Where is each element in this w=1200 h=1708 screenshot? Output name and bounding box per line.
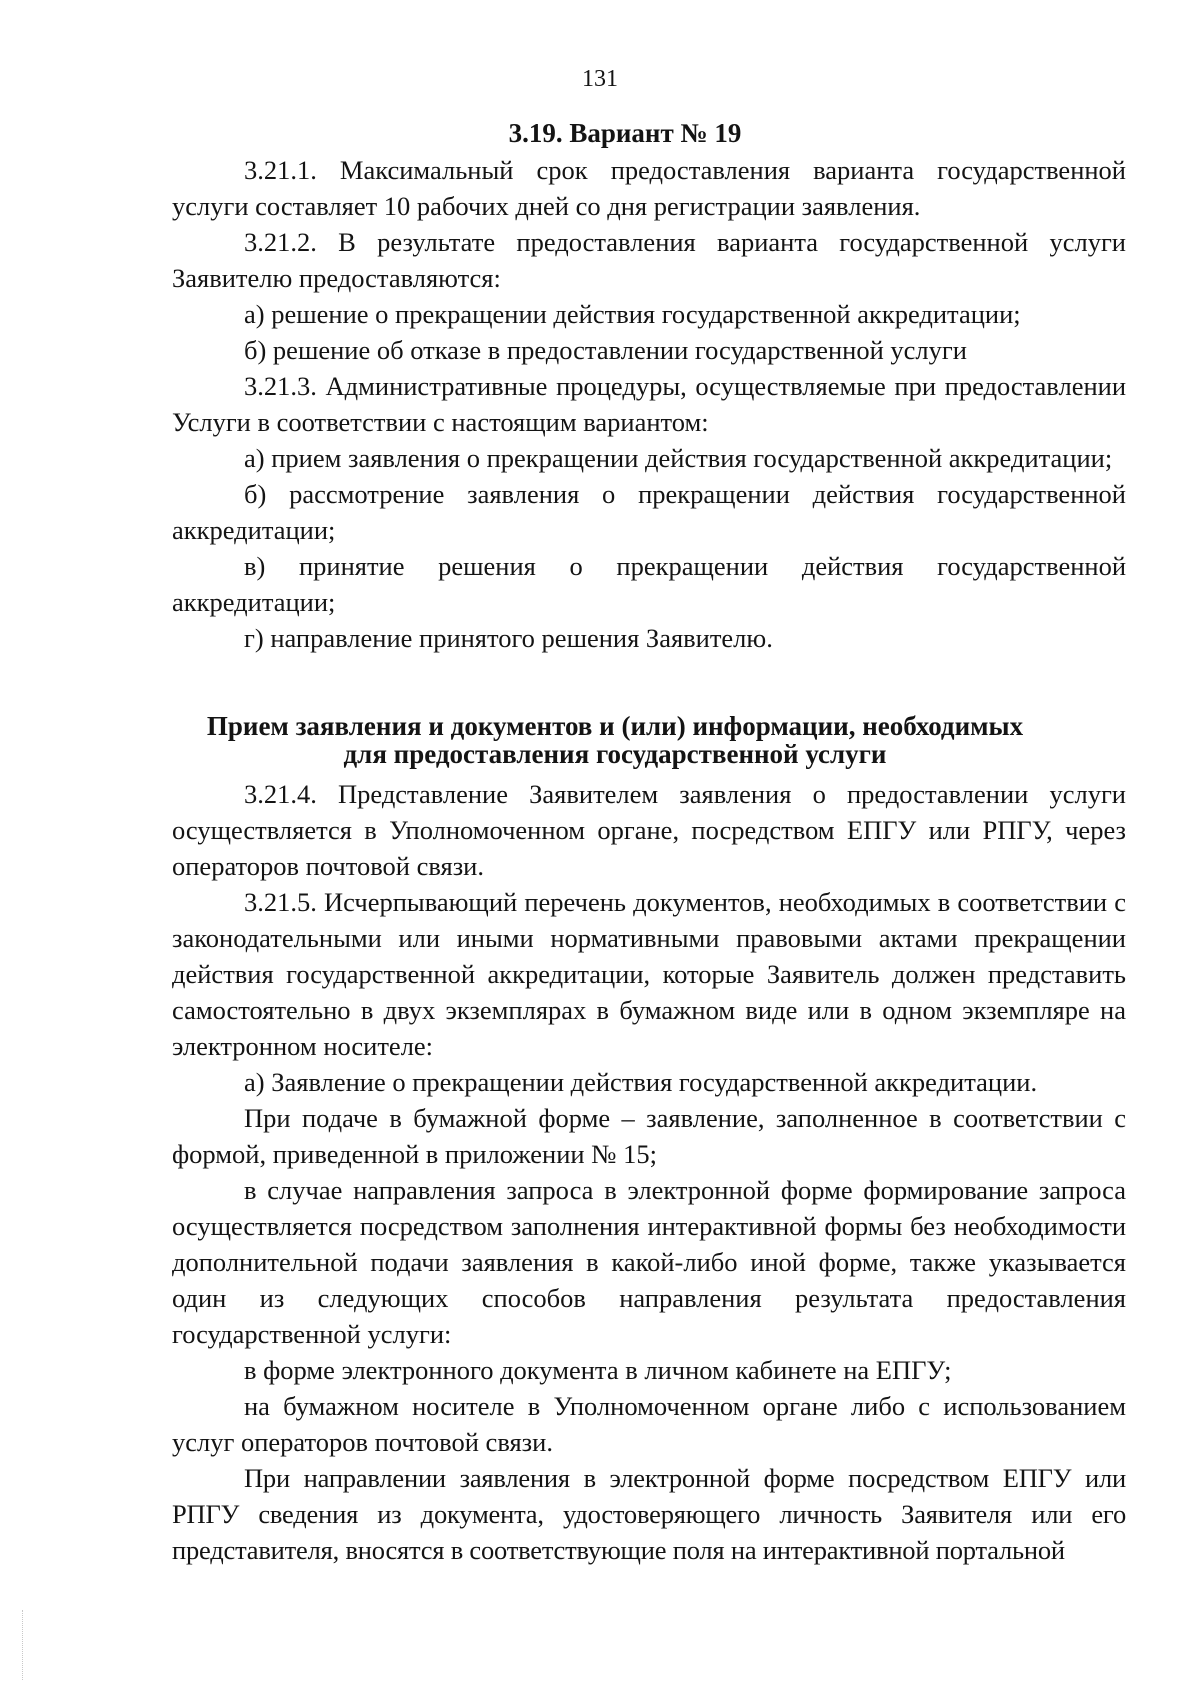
delivery-option-electronic: в форме электронного документа в личном кабинете на ЕПГУ; <box>244 1355 952 1385</box>
procedure-item-d: г) направление принятого решения Заявителю. <box>244 623 773 653</box>
section-heading-line-2: для предоставления государственной услуги <box>343 739 887 769</box>
paragraph-3-21-1: 3.21.1. Максимальный срок предоставления варианта государственной услуги составляет 10 рабочих дней со дня регистрации заявления. <box>172 155 1126 221</box>
electronic-form-paragraph: в случае направления запроса в электронной форме формирование запроса осуществляется посредством заполнения интерактивной формы без необходимости дополнительной подачи заявления в какой-либо иной форме, также указывается один из следующих способов направления результата предоставления государственной услуги: <box>172 1175 1126 1349</box>
procedure-item-a: а) прием заявления о прекращении действия государственной аккредитации; <box>244 443 1113 473</box>
paragraph-3-21-2: 3.21.2. В результате предоставления варианта государственной услуги Заявителю предоставляются: <box>172 227 1126 293</box>
electronic-submission-paragraph: При направлении заявления в электронной форме посредством ЕПГУ или РПГУ сведения из документа, удостоверяющего личность Заявителя или его представителя, вносятся в соответствующие поля на интерактивной портальной <box>172 1463 1126 1565</box>
paragraph-3-21-5: 3.21.5. Исчерпывающий перечень документов, необходимых в соответствии с законодательными или иными нормативными правовыми актами прекращении действия государственной аккредитации, которые Заявитель должен представить самостоятельно в двух экземплярах в бумажном виде или в одном экземпляре на электронном носителе: <box>172 887 1126 1061</box>
paragraph-3-21-3: 3.21.3. Административные процедуры, осуществляемые при предоставлении Услуги в соответствии с настоящим вариантом: <box>172 371 1126 437</box>
result-item-b: б) решение об отказе в предоставлении государственной услуги <box>244 335 967 365</box>
section-heading <box>0 712 1200 768</box>
page-number: 131 <box>582 66 618 92</box>
procedure-item-b: б) рассмотрение заявления о прекращении действия государственной аккредитации; <box>172 479 1126 545</box>
delivery-option-paper: на бумажном носителе в Уполномоченном органе либо с использованием услуг операторов почтовой связи. <box>172 1391 1126 1457</box>
document-item-a: а) Заявление о прекращении действия государственной аккредитации. <box>244 1067 1038 1097</box>
section-body <box>172 776 1126 1568</box>
procedure-item-c: в) принятие решения о прекращении действия государственной аккредитации; <box>172 551 1126 617</box>
paper-form-paragraph: При подаче в бумажной форме – заявление, заполненное в соответствии с формой, приведенной в приложении № 15; <box>172 1103 1126 1169</box>
variant-body <box>172 152 1126 656</box>
result-item-a: а) решение о прекращении действия государственной аккредитации; <box>244 299 1021 329</box>
variant-heading: 3.19. Вариант № 19 <box>508 118 742 148</box>
section-heading-line-1: Прием заявления и документов и (или) информации, необходимых <box>206 711 1024 741</box>
scan-margin-marks <box>22 1610 25 1680</box>
paragraph-3-21-4: 3.21.4. Представление Заявителем заявления о предоставлении услуги осуществляется в Уполномоченном органе, посредством ЕПГУ или РПГУ, через операторов почтовой связи. <box>172 779 1126 881</box>
